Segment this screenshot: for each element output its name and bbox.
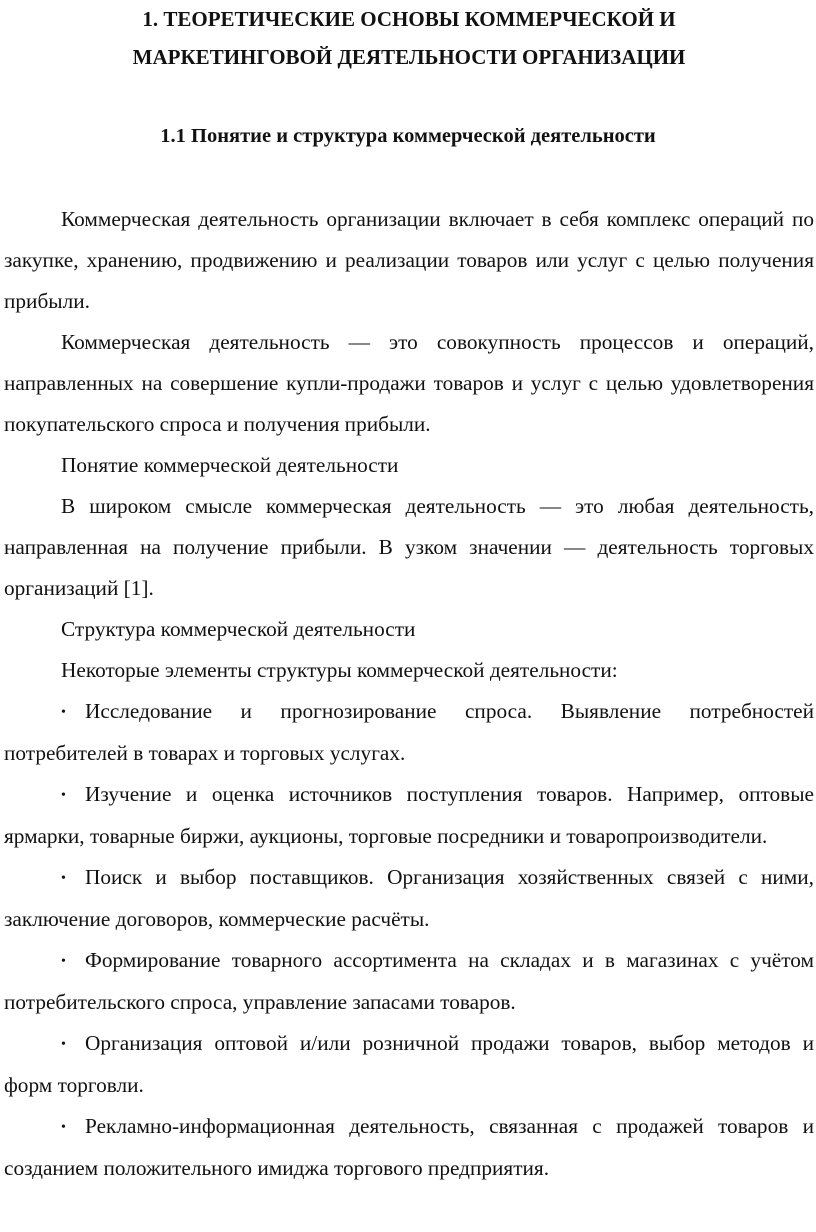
paragraph-definition: Коммерческая деятельность — это совокупность процессов и операций, направленных на совершение купли-продажи товаров и услуг с целью удовлетворения покупательского спроса и получения прибыли.: [4, 330, 814, 436]
list-item: [4, 691, 814, 774]
paragraph-broad-narrow: В широком смысле коммерческая деятельность — это любая деятельность, направленная на получение прибыли. В узком значении — деятельность торговых организаций [1].: [4, 494, 814, 600]
paragraph-concept-heading: Понятие коммерческой деятельности: [61, 453, 399, 477]
list-item: [4, 1023, 814, 1106]
document-body: [4, 199, 814, 1189]
paragraph-elements-lead: Некоторые элементы структуры коммерческой деятельности:: [61, 658, 618, 682]
bullet-icon: •: [61, 1120, 66, 1135]
bullet-icon: •: [61, 954, 66, 969]
bullet-icon: •: [61, 1037, 66, 1052]
bullet-icon: •: [61, 705, 66, 720]
list-item: [4, 1106, 814, 1189]
list-item-text: Поиск и выбор поставщиков. Организация хозяйственных связей с ними, заключение договоров, коммерческие расчёты.: [4, 865, 814, 931]
list-item-text: Изучение и оценка источников поступления товаров. Например, оптовые ярмарки, товарные биржи, аукционы, торговые посредники и товаропроизводители.: [4, 782, 814, 848]
chapter-title: [4, 0, 814, 76]
chapter-title-line-2: МАРКЕТИНГОВОЙ ДЕЯТЕЛЬНОСТИ ОРГАНИЗАЦИИ: [132, 45, 686, 69]
list-item-text: Формирование товарного ассортимента на складах и в магазинах с учётом потребительского спроса, управление запасами товаров.: [4, 948, 814, 1014]
section-title: 1.1 Понятие и структура коммерческой деятельности: [160, 125, 656, 147]
list-item: [4, 940, 814, 1023]
bullet-icon: •: [61, 871, 66, 886]
paragraph-intro: Коммерческая деятельность организации включает в себя комплекс операций по закупке, хранению, продвижению и реализации товаров или услуг с целью получения прибыли.: [4, 207, 814, 313]
paragraph-structure-heading: Структура коммерческой деятельности: [61, 617, 416, 641]
list-item: [4, 857, 814, 940]
list-item-text: Рекламно-информационная деятельность, связанная с продажей товаров и созданием положительного имиджа торгового предприятия.: [4, 1114, 814, 1180]
chapter-title-line-1: 1. ТЕОРЕТИЧЕСКИЕ ОСНОВЫ КОММЕРЧЕСКОЙ И: [142, 7, 676, 31]
list-item-text: Исследование и прогнозирование спроса. Выявление потребностей потребителей в товарах и торговых услугах.: [4, 699, 814, 765]
list-item-text: Организация оптовой и/или розничной продажи товаров, выбор методов и форм торговли.: [4, 1031, 814, 1097]
bullet-icon: •: [61, 788, 66, 803]
list-item: [4, 774, 814, 857]
